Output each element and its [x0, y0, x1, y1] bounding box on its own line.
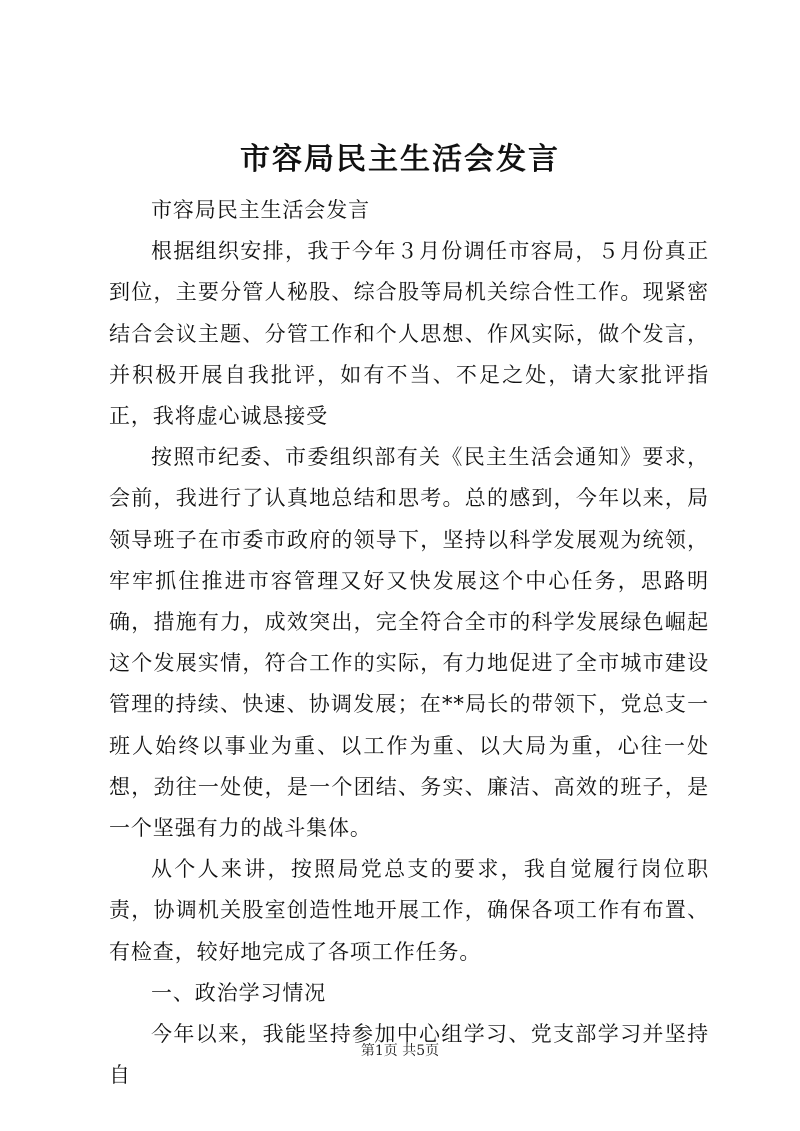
paragraph-study: 今年以来，我能坚持参加中心组学习、党支部学习并坚持自	[109, 1022, 709, 1088]
paragraph-summary: 按照市纪委、市委组织部有关《民主生活会通知》要求，会前，我进行了认真地总结和思考。总的感到，今年以来，局领导班子在市委市政府的领导下，坚持以科学发展观为统领，牢牢抓住推进市容管理又好又快发展这个中心任务，思路明确，措施有力，成效突出，完全符合全市的科学发展绿色崛起这个发展实情，符合工作的实际，有力地促进了全市城市建设管理的持续、快速、协调发展；在**局长的带领下，党总支一班人始终以事业为重、以工作为重、以大局为重，心往一处想，劲往一处使，是一个团结、务实、廉洁、高效的班子，是一个坚强有力的战斗集体。	[109, 445, 709, 841]
document-body	[109, 190, 709, 1096]
page-number-footer: 第1页 共5页	[360, 1043, 440, 1059]
paragraph-intro: 根据组织安排，我于今年３月份调任市容局，５月份真正到位，主要分管人秘股、综合股等局机关综合性工作。现紧密结合会议主题、分管工作和个人思想、作风实际，做个发言，并积极开展自我批评，如有不当、不足之处，请大家批评指正，我将虚心诚恳接受	[109, 239, 709, 429]
document-title: 市容局民主生活会发言	[240, 142, 560, 177]
paragraph-subtitle: 市容局民主生活会发言	[151, 198, 370, 222]
section-heading-political-study: 一、政治学习情况	[151, 980, 327, 1005]
paragraph-personal: 从个人来讲，按照局党总支的要求，我自觉履行岗位职责，协调机关股室创造性地开展工作，确保各项工作有布置、有检查，较好地完成了各项工作任务。	[109, 857, 709, 964]
